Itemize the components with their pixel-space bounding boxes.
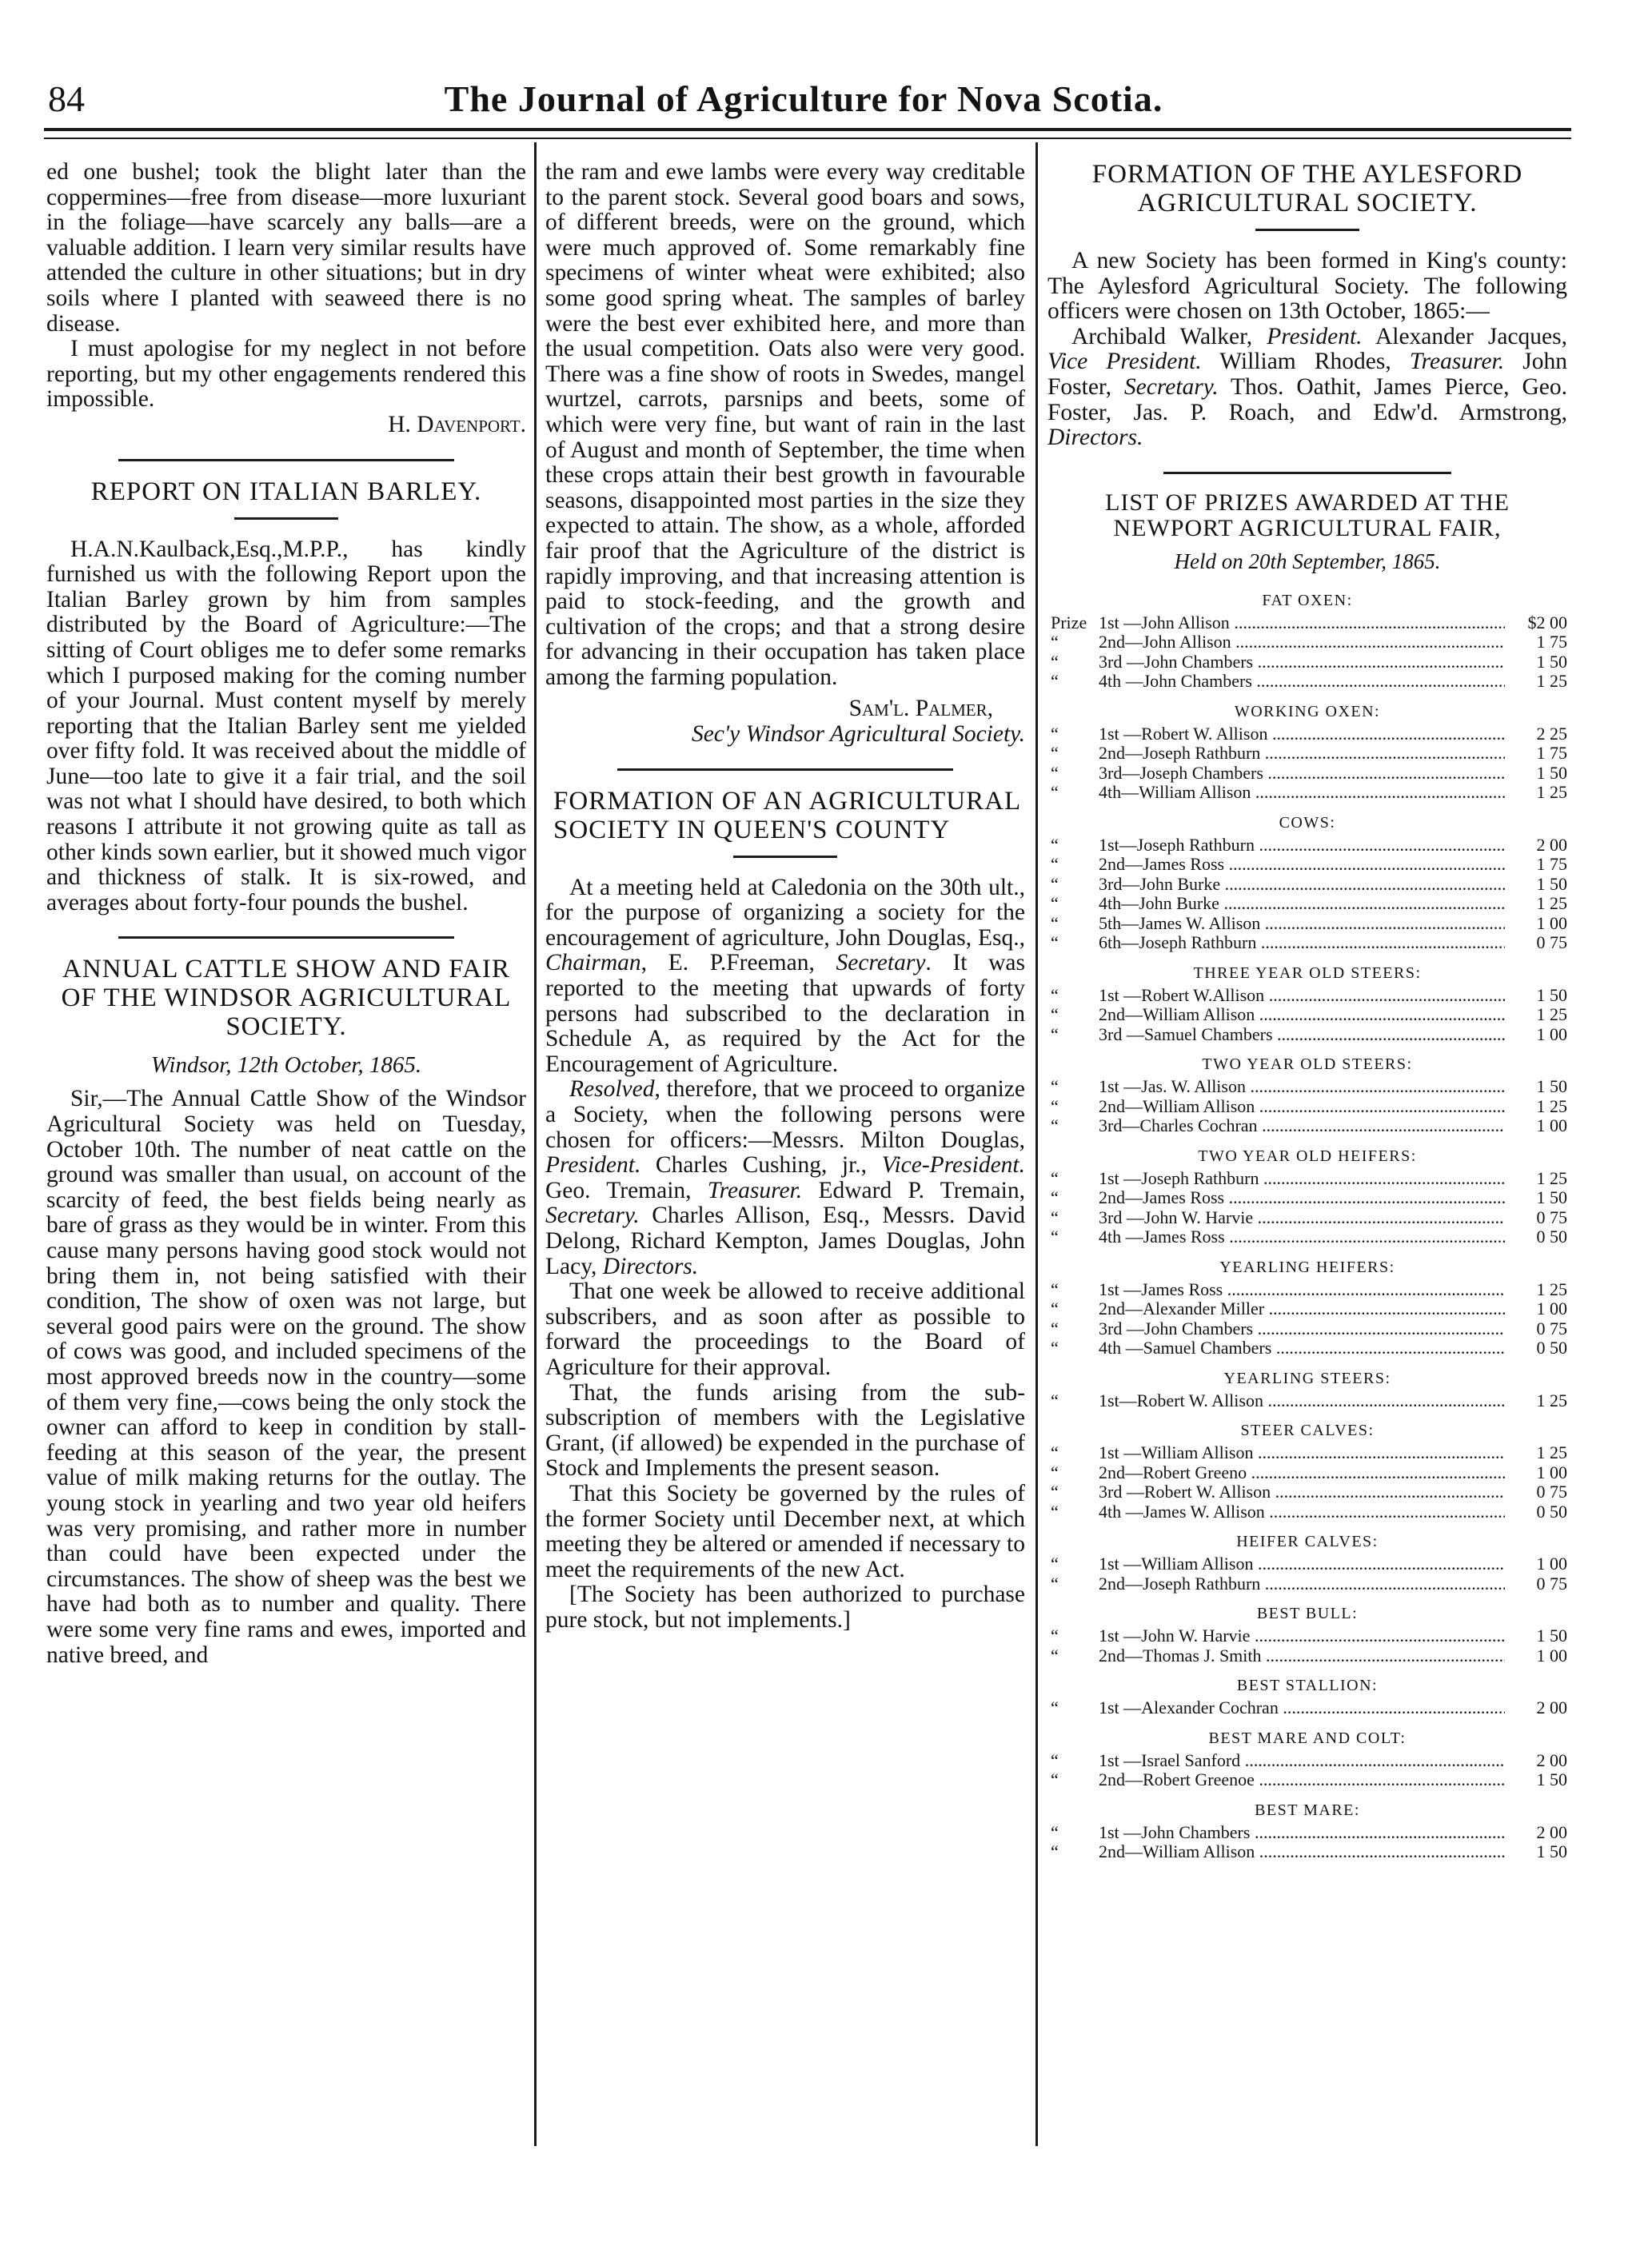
column-divider bbox=[534, 142, 537, 2146]
prize-amount: 0 50 bbox=[1536, 1338, 1567, 1358]
prize-amount: 1 50 bbox=[1536, 1841, 1567, 1862]
article-heading: FORMATION OF THE AYLESFORD AGRICULTURAL SOCIETY. bbox=[1091, 160, 1523, 217]
prize-row bbox=[1047, 1338, 1567, 1358]
prize-row bbox=[1047, 1280, 1567, 1300]
prize-winner: 1st —Robert W.Allison ..... bbox=[1099, 986, 1505, 1006]
prize-amount: 1 00 bbox=[1536, 1299, 1567, 1319]
prize-prefix: “ bbox=[1051, 834, 1059, 855]
heading-rule bbox=[733, 856, 837, 858]
prize-winner: 2nd—Robert Greeno ..... bbox=[1099, 1463, 1505, 1483]
prize-prefix: “ bbox=[1051, 1645, 1059, 1666]
prize-amount: 1 50 bbox=[1536, 762, 1567, 783]
prize-amount: 2 00 bbox=[1536, 1749, 1567, 1770]
prize-row bbox=[1047, 1626, 1567, 1646]
prize-prefix: “ bbox=[1051, 1299, 1059, 1319]
prize-amount: 1 75 bbox=[1536, 743, 1567, 764]
prize-category-title: TWO YEAR OLD HEIFERS: bbox=[1198, 1147, 1417, 1165]
prize-amount: 1 00 bbox=[1536, 1115, 1567, 1136]
section-rule bbox=[118, 936, 454, 939]
header-rule-thin bbox=[44, 138, 1571, 139]
prize-prefix: “ bbox=[1051, 1749, 1059, 1770]
prize-winner: 4th—John Burke ..... bbox=[1099, 894, 1505, 914]
prize-row bbox=[1047, 1770, 1567, 1790]
heading-rule bbox=[234, 517, 338, 520]
prize-row bbox=[1047, 1077, 1567, 1097]
prize-prefix: “ bbox=[1051, 1482, 1059, 1502]
prize-amount: 1 50 bbox=[1536, 1769, 1567, 1790]
prize-amount: 2 00 bbox=[1536, 834, 1567, 855]
prize-prefix: “ bbox=[1051, 984, 1059, 1005]
prize-prefix: “ bbox=[1051, 1338, 1059, 1358]
prize-amount: 2 00 bbox=[1536, 1697, 1567, 1718]
prize-amount: 1 00 bbox=[1536, 1645, 1567, 1666]
section-rule bbox=[118, 459, 454, 461]
prize-winner: 2nd—Joseph Rathburn ..... bbox=[1099, 744, 1505, 764]
prize-amount: 2 25 bbox=[1536, 723, 1567, 744]
column-left bbox=[46, 160, 526, 2146]
prize-row bbox=[1047, 933, 1567, 953]
prize-prefix: “ bbox=[1051, 912, 1059, 933]
article-heading: ANNUAL CATTLE SHOW AND FAIR OF THE WINDSOR AGRICULTURAL SOCIETY. bbox=[61, 955, 512, 1042]
prize-row bbox=[1047, 1646, 1567, 1666]
prize-winner: 3rd —Robert W. Allison ..... bbox=[1099, 1482, 1505, 1502]
prize-winner: 1st —Joseph Rathburn ..... bbox=[1099, 1169, 1505, 1189]
prize-winner: 3rd —Samuel Chambers ..... bbox=[1099, 1025, 1505, 1045]
prize-winner: 2nd—William Allison ..... bbox=[1099, 1842, 1505, 1862]
prize-category-title: STEER CALVES: bbox=[1240, 1422, 1375, 1440]
prize-row bbox=[1047, 1097, 1567, 1117]
signature: H. Davenport. bbox=[388, 411, 526, 437]
page-header bbox=[44, 77, 1563, 133]
prize-winner: 4th—William Allison ..... bbox=[1099, 783, 1505, 803]
article-text: the ram and ewe lambs were every way creditable to the parent stock. Several good boars and sows, of different breeds, were on the ground, which were much approved of. Some remarkably fine specimens of winter wheat were exhibited; also some good spring wheat. The samples of barley were the best ever exhibited here, and more than the usual competition. Oats also were very good. There was a fine show of roots in Swedes, mangel wurtzel, carrots, parsnips and beets, some of which were very fine, but want of rain in the last of August and month of September, the time when these crops attain their best growth in favourable seasons, disappointed most parties in the size they expected to attain. The show, as a whole, afforded fair proof that the Agriculture of the district is rapidly improving, and that increasing attention is paid to stock-feeding, and the growth and cultivation of the crops; and that a strong desire for advancing in their occupation has taken place among the farming population. bbox=[545, 160, 1025, 690]
prize-amount: 1 00 bbox=[1536, 1462, 1567, 1482]
prize-winner: 1st—Robert W. Allison ..... bbox=[1099, 1391, 1505, 1411]
prize-winner: 5th—James W. Allison ..... bbox=[1099, 914, 1505, 934]
prize-row bbox=[1047, 652, 1567, 672]
article-heading: FORMATION OF AN AGRICULTURAL SOCIETY IN QUEEN'S COUNTY bbox=[553, 786, 1020, 844]
prize-winner: 2nd—James Ross ..... bbox=[1099, 855, 1505, 875]
prize-prefix: “ bbox=[1051, 1167, 1059, 1188]
prize-row bbox=[1047, 855, 1567, 875]
prize-row bbox=[1047, 1391, 1567, 1411]
prize-prefix: “ bbox=[1051, 1462, 1059, 1482]
prize-prefix: “ bbox=[1051, 932, 1059, 953]
prize-row bbox=[1047, 613, 1567, 633]
prize-prefix: “ bbox=[1051, 1821, 1059, 1842]
prize-prefix: “ bbox=[1051, 893, 1059, 914]
prize-prefix: “ bbox=[1051, 1076, 1059, 1097]
prize-amount: 1 25 bbox=[1536, 1442, 1567, 1463]
prize-prefix: “ bbox=[1051, 1318, 1059, 1338]
prize-amount: 1 25 bbox=[1536, 671, 1567, 692]
prize-row bbox=[1047, 1482, 1567, 1502]
prize-winner: 1st —James Ross ..... bbox=[1099, 1280, 1505, 1300]
prize-prefix: “ bbox=[1051, 873, 1059, 894]
prize-winner: 1st —John W. Harvie ..... bbox=[1099, 1626, 1505, 1646]
prize-winner: 4th —Samuel Chambers ..... bbox=[1099, 1338, 1505, 1358]
prize-row bbox=[1047, 836, 1567, 856]
prize-winner: 1st —John Allison ..... bbox=[1099, 613, 1505, 633]
prize-winner: 3rd—John Burke ..... bbox=[1099, 875, 1505, 895]
prize-date: Held on 20th September, 1865. bbox=[1174, 549, 1441, 573]
prize-amount: 1 25 bbox=[1536, 782, 1567, 803]
prize-row bbox=[1047, 1005, 1567, 1025]
prize-winner: 3rd —John W. Harvie ..... bbox=[1099, 1208, 1505, 1228]
prize-amount: 1 50 bbox=[1536, 651, 1567, 672]
prize-amount: 1 25 bbox=[1536, 1095, 1567, 1116]
prize-category-title: YEARLING STEERS: bbox=[1223, 1369, 1391, 1387]
prize-prefix: “ bbox=[1051, 1279, 1059, 1299]
prize-winner: 2nd—Thomas J. Smith ..... bbox=[1099, 1646, 1505, 1666]
prize-amount: 1 25 bbox=[1536, 1390, 1567, 1410]
prize-winner: 4th —John Chambers ..... bbox=[1099, 672, 1505, 692]
prize-amount: 0 50 bbox=[1536, 1227, 1567, 1247]
prize-row bbox=[1047, 632, 1567, 652]
prize-amount: 1 25 bbox=[1536, 1004, 1567, 1025]
prize-prefix: “ bbox=[1051, 1841, 1059, 1862]
prize-amount: 1 00 bbox=[1536, 1023, 1567, 1044]
prize-winner: 4th —James Ross ..... bbox=[1099, 1227, 1505, 1247]
prize-amount: 1 25 bbox=[1536, 1279, 1567, 1299]
prize-row bbox=[1047, 724, 1567, 744]
prize-amount: 1 00 bbox=[1536, 912, 1567, 933]
prize-prefix: “ bbox=[1051, 1004, 1059, 1025]
prize-category-title: HEIFER CALVES: bbox=[1236, 1533, 1379, 1551]
heading-rule bbox=[1255, 229, 1359, 231]
prize-row bbox=[1047, 1116, 1567, 1136]
prize-prefix: “ bbox=[1051, 1626, 1059, 1646]
prize-prefix: “ bbox=[1051, 1187, 1059, 1208]
prize-prefix: “ bbox=[1051, 1769, 1059, 1790]
prize-amount: 0 75 bbox=[1536, 1207, 1567, 1227]
article-text: Archibald Walker, President. Alexander Jacques, Vice President. William Rhodes, Treasurer. John Foster, Secretary. Thos. Oathit, James Pierce, Geo. Foster, Jas. P. Roach, and Edw'd. Armstrong, Directors. bbox=[1047, 323, 1567, 451]
signature-title: Sec'y Windsor Agricultural Society. bbox=[691, 721, 1025, 748]
article-text: A new Society has been formed in King's county: The Aylesford Agricultural Society. The following officers were chosen on 13th October, 1865:— bbox=[1047, 248, 1567, 325]
journal-title: The Journal of Agriculture for Nova Scotia. bbox=[444, 78, 1163, 119]
column-divider bbox=[1035, 142, 1038, 2146]
prize-winner: 1st —Alexander Cochran ..... bbox=[1099, 1698, 1505, 1718]
prize-prefix: “ bbox=[1051, 1573, 1059, 1594]
prize-row bbox=[1047, 1823, 1567, 1843]
prize-prefix: Prize bbox=[1051, 612, 1087, 632]
prize-row bbox=[1047, 1574, 1567, 1594]
prize-category-title: THREE YEAR OLD STEERS: bbox=[1193, 963, 1422, 982]
prize-row bbox=[1047, 1025, 1567, 1045]
column-right bbox=[1047, 160, 1567, 2146]
prize-category-title: YEARLING HEIFERS: bbox=[1219, 1258, 1395, 1276]
section-rule bbox=[1163, 472, 1451, 474]
prize-amount: 0 75 bbox=[1536, 932, 1567, 953]
prize-prefix: “ bbox=[1051, 1442, 1059, 1463]
prize-category-title: BEST MARE AND COLT: bbox=[1208, 1729, 1407, 1747]
prize-amount: 2 00 bbox=[1536, 1821, 1567, 1842]
section-rule bbox=[617, 768, 953, 771]
prize-row bbox=[1047, 894, 1567, 914]
prize-amount: 0 50 bbox=[1536, 1501, 1567, 1522]
article-text: [The Society has been authorized to purchase pure stock, but not implements.] bbox=[545, 1582, 1025, 1633]
prize-amount: 1 50 bbox=[1536, 873, 1567, 894]
prize-winner: 2nd—John Allison ..... bbox=[1099, 632, 1505, 652]
prize-winner: 3rd—Charles Cochran ..... bbox=[1099, 1116, 1505, 1136]
prize-row bbox=[1047, 914, 1567, 934]
prize-winner: 3rd —John Chambers ..... bbox=[1099, 1319, 1505, 1339]
prize-winner: 6th—Joseph Rathburn ..... bbox=[1099, 933, 1505, 953]
prize-prefix: “ bbox=[1051, 762, 1059, 783]
article-text: At a meeting held at Caledonia on the 30th ult., for the purpose of organizing a society for the encouragement of agriculture, John Douglas, Esq., Chairman, E. P.Freeman, Secretary. It was reported to the meeting that upwards of forty persons had subscribed to the declaration in Schedule A, as required by the Act for the Encouragement of Agriculture. bbox=[545, 874, 1025, 1077]
article-text: That, the funds arising from the sub-subscription of members with the Legislative Grant, (if allowed) be expended in the purchase of Stock and Implements the present season. bbox=[545, 1379, 1025, 1482]
prize-row bbox=[1047, 1443, 1567, 1463]
prize-winner: 1st —William Allison ..... bbox=[1099, 1554, 1505, 1574]
prize-list bbox=[1047, 592, 1567, 1862]
prize-row bbox=[1047, 1169, 1567, 1189]
prize-winner: 2nd—William Allison ..... bbox=[1099, 1005, 1505, 1025]
prize-prefix: “ bbox=[1051, 782, 1059, 803]
prize-prefix: “ bbox=[1051, 1095, 1059, 1116]
prize-row bbox=[1047, 672, 1567, 692]
prize-row bbox=[1047, 744, 1567, 764]
prize-winner: 2nd—James Ross ..... bbox=[1099, 1188, 1505, 1208]
prize-row bbox=[1047, 1299, 1567, 1319]
prize-winner: 1st —John Chambers ..... bbox=[1099, 1823, 1505, 1843]
prize-prefix: “ bbox=[1051, 854, 1059, 875]
article-text: Resolved, therefore, that we proceed to organize a Society, when the following persons were chosen for officers:—Messrs. Milton Douglas, President. Charles Cushing, jr., Vice-President. Geo. Tremain, Treasurer. Edward P. Tremain, Secretary. Charles Allison, Esq., Messrs. David Delong, Richard Kempton, James Douglas, John Lacy, Directors. bbox=[545, 1076, 1025, 1279]
prize-row bbox=[1047, 1751, 1567, 1771]
prize-amount: 1 50 bbox=[1536, 984, 1567, 1005]
prize-category-title: WORKING OXEN: bbox=[1234, 702, 1381, 720]
prize-amount: 1 00 bbox=[1536, 1554, 1567, 1574]
prize-amount: 0 75 bbox=[1536, 1573, 1567, 1594]
prize-winner: 3rd—Joseph Chambers ..... bbox=[1099, 764, 1505, 784]
prize-prefix: “ bbox=[1051, 651, 1059, 672]
prize-amount: $2 00 bbox=[1527, 612, 1567, 632]
prize-prefix: “ bbox=[1051, 671, 1059, 692]
prize-prefix: “ bbox=[1051, 1207, 1059, 1227]
prize-row bbox=[1047, 1698, 1567, 1718]
dateline: Windsor, 12th October, 1865. bbox=[150, 1052, 422, 1079]
prize-row bbox=[1047, 986, 1567, 1006]
page-number: 84 bbox=[48, 78, 85, 119]
prize-category-title: TWO YEAR OLD STEERS: bbox=[1202, 1055, 1413, 1074]
prize-amount: 1 50 bbox=[1536, 1076, 1567, 1097]
article-heading: LIST OF PRIZES AWARDED AT THE NEWPORT AGRICULTURAL FAIR, bbox=[1105, 489, 1510, 541]
prize-winner: 4th —James W. Allison ..... bbox=[1099, 1502, 1505, 1522]
article-text: I must apologise for my neglect in not before reporting, but my other engagements rendered this impossible. bbox=[46, 336, 526, 413]
signature-name: Sam'l. Palmer, bbox=[848, 696, 993, 722]
prize-row bbox=[1047, 1842, 1567, 1862]
prize-winner: 1st —Israel Sanford ..... bbox=[1099, 1751, 1505, 1771]
prize-prefix: “ bbox=[1051, 1023, 1059, 1044]
article-heading: REPORT ON ITALIAN BARLEY. bbox=[90, 477, 482, 506]
prize-amount: 1 75 bbox=[1536, 632, 1567, 652]
prize-amount: 0 75 bbox=[1536, 1482, 1567, 1502]
article-text: That one week be allowed to receive additional subscribers, and as soon after as possible to forward the proceedings to the Board of Agriculture for their approval. bbox=[545, 1279, 1025, 1380]
article-text: ed one bushel; took the blight later than the coppermines—free from disease—more luxuriant in the foliage—have scarcely any balls—are a valuable addition. I learn very similar results have attended the culture in other situations; but in dry soils where I planted with seaweed there is no disease. bbox=[46, 160, 526, 337]
prize-category-title: BEST MARE: bbox=[1255, 1801, 1360, 1819]
prize-row bbox=[1047, 1319, 1567, 1339]
prize-row bbox=[1047, 783, 1567, 803]
prize-winner: 1st —Jas. W. Allison ..... bbox=[1099, 1077, 1505, 1097]
prize-winner: 1st—Joseph Rathburn ..... bbox=[1099, 836, 1505, 856]
prize-prefix: “ bbox=[1051, 1501, 1059, 1522]
prize-prefix: “ bbox=[1051, 1554, 1059, 1574]
prize-row bbox=[1047, 764, 1567, 784]
article-text: H.A.N.Kaulback,Esq.,M.P.P., has kindly furnished us with the following Report upon the Italian Barley grown by him from samples distributed by the Board of Agriculture:—The sitting of Court obliges me to defer some remarks which I purposed making for the coming number of your Journal. Must content myself by merely reporting that the Italian Barley sent me yielded over fifty fold. It was received about the middle of June—too late to give it a fair trial, and the soil was not what I should have desired, to both which reasons I attribute it not growing quite as tall as other kinds sown earlier, but it showed much vigor and thickness of stalk. It is six-rowed, and averages about forty-four pounds the bushel. bbox=[46, 536, 526, 916]
prize-category-title: FAT OXEN: bbox=[1262, 591, 1353, 609]
prize-row bbox=[1047, 1554, 1567, 1574]
prize-amount: 1 50 bbox=[1536, 1187, 1567, 1208]
prize-winner: 3rd —John Chambers ..... bbox=[1099, 652, 1505, 672]
prize-prefix: “ bbox=[1051, 1697, 1059, 1718]
prize-amount: 1 25 bbox=[1536, 893, 1567, 914]
prize-winner: 2nd—William Allison ..... bbox=[1099, 1097, 1505, 1117]
prize-row bbox=[1047, 1208, 1567, 1228]
prize-amount: 0 75 bbox=[1536, 1318, 1567, 1338]
prize-prefix: “ bbox=[1051, 1115, 1059, 1136]
header-rule bbox=[44, 128, 1571, 131]
prize-category-title: COWS: bbox=[1279, 813, 1336, 832]
prize-winner: 1st —William Allison ..... bbox=[1099, 1443, 1505, 1463]
prize-category-title: BEST BULL: bbox=[1256, 1605, 1359, 1623]
prize-amount: 1 75 bbox=[1536, 854, 1567, 875]
prize-row bbox=[1047, 875, 1567, 895]
prize-row bbox=[1047, 1188, 1567, 1208]
prize-prefix: “ bbox=[1051, 1227, 1059, 1247]
article-text: That this Society be governed by the rules of the former Society until December next, at which meeting they be altered or amended if necessary to meet the requirements of the new Act. bbox=[545, 1480, 1025, 1582]
prize-category-title: BEST STALLION: bbox=[1236, 1677, 1379, 1695]
prize-row bbox=[1047, 1463, 1567, 1483]
column-middle bbox=[545, 160, 1025, 2146]
prize-prefix: “ bbox=[1051, 632, 1059, 652]
prize-winner: 2nd—Robert Greenoe ..... bbox=[1099, 1770, 1505, 1790]
prize-winner: 2nd—Alexander Miller ..... bbox=[1099, 1299, 1505, 1319]
prize-row bbox=[1047, 1502, 1567, 1522]
prize-prefix: “ bbox=[1051, 723, 1059, 744]
prize-amount: 1 25 bbox=[1536, 1167, 1567, 1188]
prize-winner: 2nd—Joseph Rathburn ..... bbox=[1099, 1574, 1505, 1594]
prize-row bbox=[1047, 1227, 1567, 1247]
prize-prefix: “ bbox=[1051, 743, 1059, 764]
prize-amount: 1 50 bbox=[1536, 1626, 1567, 1646]
prize-winner: 1st —Robert W. Allison ..... bbox=[1099, 724, 1505, 744]
article-text: Sir,—The Annual Cattle Show of the Windsor Agricultural Society was held on Tuesday, October 10th. The number of neat cattle on the ground was smaller than usual, on account of the scarcity of feed, the best fields being nearly as bare of grass as they would be in winter. From this cause many persons having good stock would not bring them in, not being satisfied with their condition, The show of oxen was not large, but several good pairs were on the ground. The show of cows was good, and included specimens of the most approved breeds now in the country—some of them very fine,—cows being the only stock the owner can afford to keep in condition by stall-feeding at this season of the year, the present value of milk making returns for the outlay. The young stock in yearling and two year old heifers was very promising, and rather more in number than could have been expected under the circumstances. The show of sheep was the best we have had both as to number and quality. There were some very fine rams and ewes, imported and native breed, and bbox=[46, 1086, 526, 1668]
prize-prefix: “ bbox=[1051, 1390, 1059, 1410]
